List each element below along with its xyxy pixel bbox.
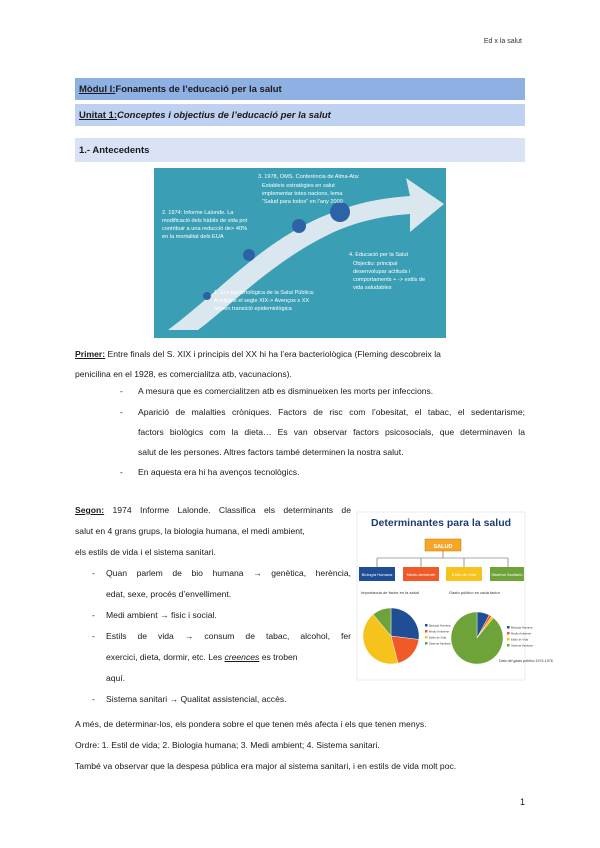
legend-left-swatch-2 bbox=[425, 630, 428, 633]
legend-left-label-4: Sistema Sanitario bbox=[429, 641, 451, 646]
primer-paragraph bbox=[75, 344, 525, 364]
module-title: Fonaments de l’educació per la salut bbox=[115, 83, 282, 95]
box-label-biologia: Biología Humana bbox=[361, 572, 393, 577]
timeline-item-1: 1. Era bacteriològica de la Salut Pública: A mitjans el segle XIX-> Avenços s XX neixen transició epidemiològica bbox=[214, 290, 315, 312]
section-heading: 1.- Antecedents bbox=[75, 138, 525, 162]
pie-right-slice-4 bbox=[451, 612, 503, 664]
primer-bullet-2-line-2: factors biològics com la dieta… Es van observar factors psicosocials, que determinaven la bbox=[138, 427, 525, 437]
legend-left-swatch-1 bbox=[425, 624, 428, 627]
timeline-dot-2 bbox=[243, 249, 255, 261]
bullet-dash: - bbox=[92, 610, 95, 620]
bullet-dash: - bbox=[92, 568, 95, 578]
timeline-item-3: 3. 1978, OMS. Conferència de Alma-Ata: Estableix estratègies en salut implementar totes nacions, lema “Salud para todos” en l’any 2000 bbox=[258, 174, 360, 205]
primer-bullet-2-line-3: salut de les persones. Altres factors també determinen la nostra salut. bbox=[138, 447, 404, 457]
timeline-item-4: 4. Educació per la Salut Objectiu: principal desenvolupar actituds i comportaments + -> estils de vida saludables bbox=[349, 252, 426, 291]
legend-right-label-1: Biología Humana bbox=[511, 625, 533, 630]
module-band bbox=[75, 78, 525, 100]
salud-root-label: SALUD bbox=[433, 544, 453, 550]
primer-line-1: Entre finals del S. XIX i principis del XX hi ha l’era bacteriològica (Fleming descobreix la bbox=[105, 349, 441, 359]
segon-bullet-3-line-1: Estils de vida → consum de tabac, alcohol, fer bbox=[106, 631, 351, 641]
page-number: 1 bbox=[520, 797, 526, 807]
segon-line-2: salut en 4 grans grups, la biologia humana, el medi ambient, bbox=[75, 526, 305, 536]
box-label-sistema: Sistema Sanitario bbox=[491, 572, 523, 577]
segon-label: Segon: bbox=[75, 505, 105, 515]
left-pie-caption: Importancia de factor en la salud bbox=[361, 590, 420, 595]
timeline-dot-3 bbox=[292, 219, 306, 233]
legend-right-swatch-1 bbox=[507, 626, 510, 629]
segon-bullet-1-line-2: edat, sexe, procés d’envelliment. bbox=[106, 589, 232, 599]
legend-right-label-3: Estilo de Vida bbox=[511, 637, 529, 642]
timeline-dot-1 bbox=[203, 292, 211, 300]
legend-right-swatch-3 bbox=[507, 638, 510, 641]
legend-left-swatch-4 bbox=[425, 642, 428, 645]
legend-right-label-4: Sistema Sanitario bbox=[511, 643, 533, 648]
primer-line-2: penicilina en el 1928, es comercialitza atb, vacunacions). bbox=[75, 369, 292, 379]
bottom-line-1: A més, de determinar-los, els pondera sobre el que tenen més afecta i els que tenen menys. bbox=[75, 719, 427, 729]
spending-pie bbox=[451, 612, 503, 664]
segon-line-1: Segon: 1974 Informe Lalonde. Classifica els determinants de bbox=[75, 505, 351, 515]
importance-pie bbox=[363, 608, 419, 664]
bullet-dash: - bbox=[120, 386, 123, 396]
bullet-dash: - bbox=[120, 467, 123, 477]
primer-bullet-3: En aquesta era hi ha avenços tecnològics. bbox=[138, 467, 300, 477]
unit-label: Unitat 1: bbox=[79, 109, 117, 121]
segon-bullet-2: Medi ambient → fisic i social. bbox=[106, 610, 217, 620]
spending-note: Dato del gasto público 1974-1976 bbox=[499, 659, 553, 663]
determinants-title: Determinantes para la salud bbox=[370, 517, 512, 529]
bullet-dash: - bbox=[92, 694, 95, 704]
legend-right-swatch-4 bbox=[507, 644, 510, 647]
unit-band bbox=[75, 104, 525, 126]
primer-bullet-1: A mesura que es comercialitzen atb es disminueixen les morts per infeccions. bbox=[138, 386, 434, 396]
legend-right-swatch-2 bbox=[507, 632, 510, 635]
legend-left-swatch-3 bbox=[425, 636, 428, 639]
legend-left-label-3: Estilo de Vida bbox=[429, 635, 447, 640]
module-label: Mòdul I: bbox=[79, 83, 116, 95]
bottom-line-3: També va observar que la despesa pública era major al sistema sanitari, i en estils de vida molt poc. bbox=[75, 761, 457, 771]
running-header: Ed x la salut bbox=[483, 38, 522, 45]
right-pie-caption: Gasto público en cada factor bbox=[449, 590, 500, 595]
segon-bullet-1-line-1: Quan parlem de bio humana → genètica, herència, bbox=[106, 568, 351, 578]
primer-label: Primer: bbox=[75, 349, 106, 359]
legend-left-label-2: Medio Ambiente bbox=[429, 629, 450, 634]
creences-word: creences bbox=[224, 652, 260, 662]
legend-left-label-1: Biología Humana bbox=[429, 623, 451, 628]
bottom-line-2: Ordre: 1. Estil de vida; 2. Biologia humana; 3. Medi ambient; 4. Sistema sanitari. bbox=[75, 740, 380, 750]
unit-title: Conceptes i objectius de l’educació per la salut bbox=[117, 109, 331, 121]
box-label-medio: Medio Ambiente bbox=[406, 572, 436, 577]
segon-bullet-3-line-3: aquí. bbox=[106, 673, 126, 683]
segon-bullet-3-line-2: exercici, dieta, dormir, etc. Les creences es troben bbox=[106, 652, 298, 662]
segon-line-3: els estils de vida i el sistema sanitari. bbox=[75, 547, 216, 557]
bullet-dash: - bbox=[92, 631, 95, 641]
timeline-infographic bbox=[154, 168, 446, 338]
timeline-dot-4 bbox=[330, 202, 350, 222]
timeline-item-2: 2. 1974: Informe Lalonde. La modificació dels hàbits de vida pot contribuir a una reducció de> 40% en la mortalitat dels EUA bbox=[162, 210, 248, 240]
box-label-estilo: Estilo de Vida bbox=[451, 572, 477, 577]
primer-bullet-2-line-1: Aparició de malalties cròniques. Factors de risc com l’obesitat, el tabac, el sedentarisme; bbox=[138, 407, 525, 417]
legend-right-label-2: Medio Ambiente bbox=[511, 631, 532, 636]
segon-bullet-4: Sistema sanitari → Qualitat assistencial, accès. bbox=[106, 694, 287, 704]
bullet-dash: - bbox=[120, 407, 123, 417]
determinants-figure bbox=[357, 512, 553, 680]
